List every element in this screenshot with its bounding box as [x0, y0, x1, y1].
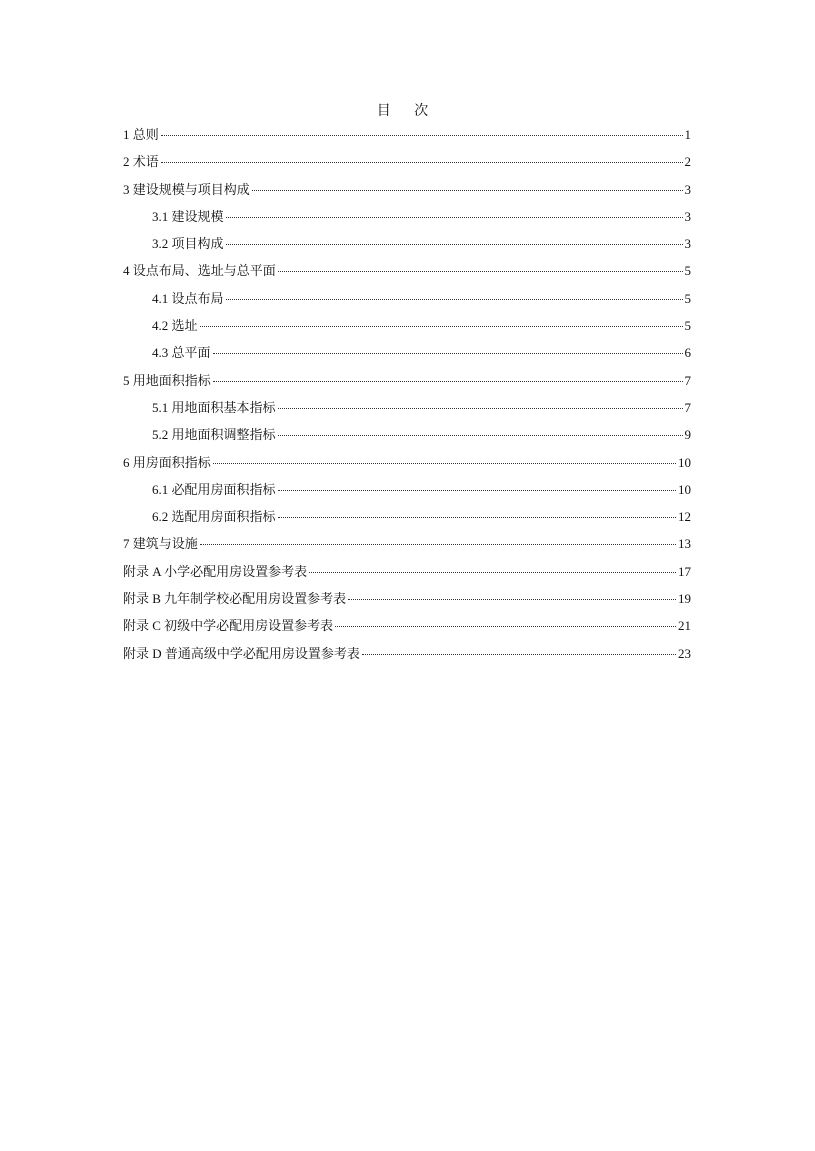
dot-leader	[161, 135, 683, 136]
dot-leader	[252, 190, 683, 191]
dot-leader	[213, 353, 683, 354]
dot-leader	[362, 654, 676, 655]
dot-leader	[226, 217, 683, 218]
dot-leader	[278, 271, 683, 272]
toc-entry[interactable]	[123, 315, 691, 342]
dot-leader	[200, 544, 676, 545]
toc-entry-label: 7 建筑与设施	[123, 536, 198, 552]
toc-entry[interactable]	[123, 233, 691, 260]
toc-entry-page-number: 5	[684, 318, 691, 334]
toc-entry-page-number: 7	[684, 372, 691, 388]
toc-entry-label: 5 用地面积指标	[123, 372, 211, 388]
toc-entry-page-number: 21	[678, 618, 691, 634]
toc-entry-page-number: 6	[684, 345, 691, 361]
toc-entry-page-number: 3	[684, 236, 691, 252]
toc-entry[interactable]	[123, 124, 691, 151]
toc-entry-label: 2 术语	[123, 154, 159, 170]
toc-entry[interactable]	[123, 206, 691, 233]
toc-entry-page-number: 3	[684, 181, 691, 197]
toc-entry[interactable]	[123, 179, 691, 206]
toc-entry-page-number: 2	[684, 154, 691, 170]
toc-entry[interactable]	[123, 506, 691, 533]
toc-entry-label: 6.1 必配用房面积指标	[152, 481, 276, 497]
toc-entry-label: 3 建设规模与项目构成	[123, 181, 250, 197]
toc-entry-page-number: 7	[684, 399, 691, 415]
toc-entry[interactable]	[123, 342, 691, 369]
toc-entry-label: 3.2 项目构成	[152, 236, 224, 252]
toc-entry-page-number: 10	[678, 454, 691, 470]
toc-entry-label: 附录 B 九年制学校必配用房设置参考表	[123, 591, 347, 607]
toc-entry-label: 6 用房面积指标	[123, 454, 211, 470]
toc-entry-page-number: 23	[678, 645, 691, 661]
toc-entry-label: 附录 C 初级中学必配用房设置参考表	[123, 618, 334, 634]
dot-leader	[348, 599, 676, 600]
dot-leader	[226, 299, 683, 300]
toc-entry-page-number: 12	[678, 509, 691, 525]
toc-entry[interactable]	[123, 615, 691, 642]
toc-entry[interactable]	[123, 643, 691, 670]
toc-entry[interactable]	[123, 479, 691, 506]
dot-leader	[226, 244, 683, 245]
dot-leader	[278, 408, 683, 409]
dot-leader	[278, 490, 676, 491]
toc-entry[interactable]	[123, 533, 691, 560]
toc-entry-label: 4 设点布局、选址与总平面	[123, 263, 276, 279]
toc-entry[interactable]	[123, 452, 691, 479]
toc-entry[interactable]	[123, 288, 691, 315]
dot-leader	[200, 326, 683, 327]
dot-leader	[278, 517, 676, 518]
toc-entry-page-number: 3	[684, 208, 691, 224]
toc-entry-label: 5.2 用地面积调整指标	[152, 427, 276, 443]
toc-entry-page-number: 9	[684, 427, 691, 443]
toc-entry-label: 5.1 用地面积基本指标	[152, 399, 276, 415]
toc-entry-page-number: 13	[678, 536, 691, 552]
dot-leader	[309, 572, 676, 573]
toc-entry[interactable]	[123, 561, 691, 588]
toc-entry[interactable]	[123, 588, 691, 615]
toc-entry-label: 3.1 建设规模	[152, 208, 224, 224]
dot-leader	[335, 626, 676, 627]
toc-entry-page-number: 1	[684, 127, 691, 142]
toc-entry[interactable]	[123, 424, 691, 451]
toc-entry-label: 附录 A 小学必配用房设置参考表	[123, 563, 308, 579]
table-of-contents	[123, 124, 691, 670]
toc-entry-label: 4.3 总平面	[152, 345, 211, 361]
toc-entry-label: 附录 D 普通高级中学必配用房设置参考表	[123, 645, 360, 661]
toc-entry[interactable]	[123, 397, 691, 424]
toc-entry-label: 6.2 选配用房面积指标	[152, 509, 276, 525]
toc-entry-page-number: 19	[678, 591, 691, 607]
dot-leader	[213, 463, 676, 464]
toc-entry-label: 4.2 选址	[152, 318, 198, 334]
toc-entry-page-number: 17	[678, 563, 691, 579]
toc-entry-page-number: 5	[684, 290, 691, 306]
toc-entry-page-number: 5	[684, 263, 691, 279]
dot-leader	[278, 435, 683, 436]
toc-entry[interactable]	[123, 370, 691, 397]
dot-leader	[213, 381, 683, 382]
dot-leader	[161, 162, 683, 163]
toc-entry-label: 4.1 设点布局	[152, 290, 224, 306]
toc-entry[interactable]	[123, 151, 691, 178]
toc-entry-page-number: 10	[678, 481, 691, 497]
toc-entry[interactable]	[123, 260, 691, 287]
toc-title: 目 次	[376, 104, 439, 119]
toc-entry-label: 1 总则	[123, 127, 159, 142]
